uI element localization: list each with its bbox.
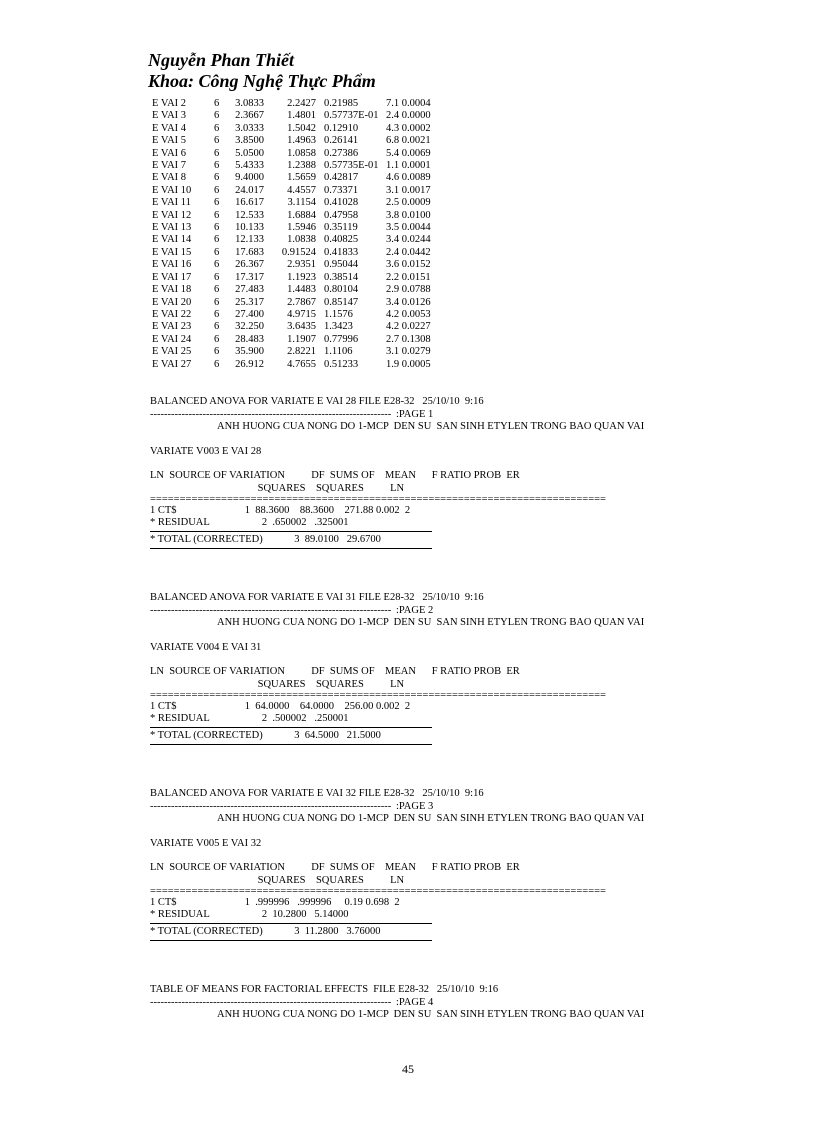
stats-row [152, 321, 431, 333]
stats-cell: 0.21985 [324, 98, 359, 109]
stats-cell: 12.533 [235, 209, 264, 221]
stats-row [152, 284, 431, 296]
stats-cell: 4.2 0.0053 [386, 308, 431, 320]
stats-cell: 10.133 [235, 222, 264, 234]
stats-cell: 3.4 0.0244 [386, 234, 431, 246]
variate-label: VARIATE V005 E VAI 32 [150, 837, 262, 849]
stats-cell: E VAI 20 [152, 296, 192, 308]
stats-cell: 12.133 [235, 234, 264, 246]
stats-cell: 1.2388 [287, 160, 316, 172]
stats-cell: 3.1 0.0017 [386, 184, 431, 196]
stats-cell: 6 [214, 122, 220, 134]
stats-cell: 0.80104 [324, 284, 359, 296]
stats-cell: E VAI 7 [152, 160, 187, 172]
stats-cell: 6 [214, 259, 220, 271]
stats-cell: 3.1 0.0279 [386, 346, 431, 358]
stats-cell: 6 [214, 284, 220, 296]
stats-cell: 6 [214, 209, 220, 221]
dash-rule: --------------------------------------------------------------------- [150, 408, 392, 420]
stats-cell: E VAI 11 [152, 197, 191, 209]
anova-subtitle: ANH HUONG CUA NONG DO 1-MCP DEN SU SAN SINH ETYLEN TRONG BAO QUAN VAI [217, 617, 645, 628]
page-marker-line [150, 801, 670, 814]
anova-row-total: * TOTAL (CORRECTED) 3 89.0100 29.6700 [150, 534, 381, 545]
stats-cell: 1.1 0.0001 [386, 160, 431, 172]
stats-cell: 1.1106 [324, 346, 353, 358]
page-label: :PAGE 1 [396, 408, 434, 420]
rule [150, 940, 432, 941]
stats-cell: E VAI 24 [152, 333, 192, 345]
stats-cell: 2.7 0.1308 [386, 333, 431, 345]
stats-cell: 0.57737E-01 [324, 110, 379, 122]
stats-row [152, 346, 431, 358]
anova-header-row-2: SQUARES SQUARES LN [150, 874, 405, 886]
stats-cell: 0.91524 [281, 246, 316, 258]
stats-cell: 0.77996 [324, 333, 359, 345]
stats-cell: 6.8 0.0021 [386, 135, 431, 147]
stats-cell: E VAI 25 [152, 346, 192, 358]
page-marker-line [150, 409, 670, 422]
stats-cell: 9.4000 [235, 172, 264, 184]
anova-row-ct: 1 CT$ 1 64.0000 64.0000 256.00 0.002 2 [150, 701, 411, 712]
rule [150, 923, 432, 924]
stats-cell: 2.9 0.0788 [386, 284, 431, 296]
stats-row [152, 98, 431, 110]
author-name: Nguyễn Phan Thiết [148, 50, 295, 70]
means-title: TABLE OF MEANS FOR FACTORIAL EFFECTS FILE E28-32 25/10/10 9:16 [150, 984, 499, 995]
means-subtitle: ANH HUONG CUA NONG DO 1-MCP DEN SU SAN SINH ETYLEN TRONG BAO QUAN VAI [217, 1009, 645, 1020]
page-marker-line [150, 605, 670, 618]
anova-row-ct: 1 CT$ 1 88.3600 88.3600 271.88 0.002 2 [150, 505, 411, 516]
stats-cell: 0.51233 [324, 358, 359, 370]
stats-cell: 27.400 [235, 308, 264, 320]
anova-row-residual: * RESIDUAL 2 10.2800 5.14000 [150, 909, 349, 920]
page-label: :PAGE 3 [396, 800, 434, 812]
stats-cell: E VAI 3 [152, 110, 187, 122]
stats-cell: 26.367 [235, 259, 264, 271]
dash-rule: --------------------------------------------------------------------- [150, 604, 392, 616]
stats-row [152, 160, 431, 172]
dash-rule: --------------------------------------------------------------------- [150, 800, 392, 812]
stats-row [152, 135, 431, 147]
stats-cell: 0.26141 [324, 135, 359, 147]
stats-cell: 2.4 0.0442 [386, 246, 431, 258]
stats-cell: 6 [214, 296, 220, 308]
anova-header-row-1: LN SOURCE OF VARIATION DF SUMS OF MEAN F RATIO PROB ER [150, 862, 520, 873]
stats-cell: E VAI 2 [152, 98, 187, 109]
stats-row [152, 247, 431, 259]
anova-header-row-1: LN SOURCE OF VARIATION DF SUMS OF MEAN F RATIO PROB ER [150, 666, 520, 677]
stats-cell: 6 [214, 271, 220, 283]
double-rule: ============================================================================= [150, 495, 606, 505]
stats-cell: E VAI 6 [152, 147, 187, 159]
anova-subtitle: ANH HUONG CUA NONG DO 1-MCP DEN SU SAN SINH ETYLEN TRONG BAO QUAN VAI [217, 813, 645, 824]
stats-cell: 6 [214, 346, 220, 358]
stats-cell: 28.483 [235, 333, 264, 345]
stats-cell: E VAI 10 [152, 184, 192, 196]
stats-cell: E VAI 23 [152, 321, 192, 333]
stats-row [152, 234, 431, 246]
stats-cell: 1.5659 [287, 172, 316, 184]
stats-cell: 0.85147 [324, 296, 359, 308]
dash-rule: --------------------------------------------------------------------- [150, 996, 392, 1008]
stats-cell: 1.1576 [324, 308, 353, 320]
anova-header-row-1: LN SOURCE OF VARIATION DF SUMS OF MEAN F RATIO PROB ER [150, 470, 520, 481]
stats-cell: 26.912 [235, 358, 264, 370]
stats-cell: 2.7867 [287, 296, 316, 308]
stats-cell: 0.95044 [324, 259, 359, 271]
stats-cell: 2.3667 [235, 110, 264, 122]
stats-cell: 1.1907 [287, 333, 316, 345]
anova-row-total: * TOTAL (CORRECTED) 3 64.5000 21.5000 [150, 730, 381, 741]
stats-cell: 1.5042 [287, 122, 316, 134]
variate-label: VARIATE V004 E VAI 31 [150, 641, 262, 653]
stats-cell: E VAI 4 [152, 122, 187, 134]
stats-cell: 3.0833 [235, 98, 264, 109]
stats-cell: 0.47958 [324, 209, 359, 221]
anova-title: BALANCED ANOVA FOR VARIATE E VAI 28 FILE E28-32 25/10/10 9:16 [150, 396, 484, 407]
anova-title: BALANCED ANOVA FOR VARIATE E VAI 32 FILE E28-32 25/10/10 9:16 [150, 788, 484, 799]
stats-row [152, 297, 431, 309]
stats-row [152, 172, 431, 184]
stats-cell: E VAI 5 [152, 135, 187, 147]
stats-row [152, 185, 431, 197]
stats-cell: 2.2427 [287, 98, 316, 109]
stats-cell: 3.5 0.0044 [386, 222, 431, 234]
stats-cell: 3.1154 [287, 197, 316, 209]
stats-row [152, 272, 431, 284]
stats-cell: 1.0858 [287, 147, 316, 159]
stats-cell: 6 [214, 234, 220, 246]
stats-cell: 0.41833 [324, 246, 359, 258]
stats-cell: 2.2 0.0151 [386, 271, 431, 283]
stats-row [152, 210, 431, 222]
stats-cell: 0.35119 [324, 222, 358, 234]
stats-cell: E VAI 16 [152, 259, 192, 271]
stats-cell: 6 [214, 135, 220, 147]
stats-cell: 4.9715 [287, 308, 316, 320]
stats-cell: 16.617 [235, 197, 264, 209]
stats-cell: E VAI 17 [152, 271, 192, 283]
stats-cell: 1.3423 [324, 321, 353, 333]
stats-cell: 2.5 0.0009 [386, 197, 431, 209]
stats-cell: E VAI 27 [152, 358, 192, 370]
page-number: 45 [402, 1062, 414, 1076]
stats-cell: 17.683 [235, 246, 264, 258]
stats-row [152, 123, 431, 135]
document-header [148, 50, 376, 92]
variate-label: VARIATE V003 E VAI 28 [150, 445, 262, 457]
stats-row [152, 334, 431, 346]
stats-cell: E VAI 15 [152, 246, 192, 258]
stats-table-body [152, 98, 431, 371]
rule [150, 548, 432, 549]
faculty-name: Khoa: Công Nghệ Thực Phẩm [148, 71, 376, 91]
stats-cell: 6 [214, 98, 220, 109]
stats-cell: 5.0500 [235, 147, 264, 159]
anova-section-2 [150, 592, 670, 747]
double-rule: ============================================================================= [150, 887, 606, 897]
stats-cell: 1.6884 [287, 209, 316, 221]
anova-header-row-2: SQUARES SQUARES LN [150, 678, 405, 690]
stats-cell: 6 [214, 172, 220, 184]
stats-cell: 1.1923 [287, 271, 316, 283]
stats-cell: 5.4 0.0069 [386, 147, 431, 159]
stats-cell: 2.8221 [287, 346, 316, 358]
stats-cell: 35.900 [235, 346, 264, 358]
page-label: :PAGE 2 [396, 604, 434, 616]
stats-cell: 3.8 0.0100 [386, 209, 431, 221]
stats-cell: 6 [214, 197, 220, 209]
stats-cell: E VAI 8 [152, 172, 187, 184]
stats-cell: 2.4 0.0000 [386, 110, 431, 122]
stats-cell: 0.42817 [324, 172, 359, 184]
stats-cell: 4.6 0.0089 [386, 172, 431, 184]
stats-cell: 1.4801 [287, 110, 316, 122]
stats-cell: 0.57735E-01 [324, 160, 379, 172]
anova-row-residual: * RESIDUAL 2 .650002 .325001 [150, 517, 349, 528]
means-section [150, 984, 670, 1022]
stats-cell: 0.12910 [324, 122, 359, 134]
anova-row-total: * TOTAL (CORRECTED) 3 11.2800 3.76000 [150, 926, 381, 937]
stats-cell: 6 [214, 333, 220, 345]
stats-row [152, 359, 431, 371]
stats-row [152, 309, 431, 321]
stats-cell: 32.250 [235, 321, 264, 333]
anova-section-3 [150, 788, 670, 943]
stats-cell: 4.2 0.0227 [386, 321, 431, 333]
stats-cell: 5.4333 [235, 160, 264, 172]
stats-cell: 6 [214, 160, 220, 172]
stats-cell: E VAI 22 [152, 308, 192, 320]
stats-cell: 1.4483 [287, 284, 316, 296]
stats-cell: E VAI 14 [152, 234, 192, 246]
stats-cell: 4.4557 [287, 184, 316, 196]
stats-cell: 1.0838 [287, 234, 316, 246]
stats-row [152, 110, 431, 122]
stats-cell: 6 [214, 308, 220, 320]
stats-row [152, 222, 431, 234]
anova-section-1 [150, 396, 670, 551]
stats-cell: 6 [214, 184, 220, 196]
stats-cell: 0.40825 [324, 234, 359, 246]
page-label: :PAGE 4 [396, 996, 434, 1008]
stats-cell: 4.3 0.0002 [386, 122, 431, 134]
rule [150, 744, 432, 745]
stats-cell: 3.4 0.0126 [386, 296, 431, 308]
stats-cell: E VAI 18 [152, 284, 192, 296]
stats-cell: 6 [214, 246, 220, 258]
anova-row-residual: * RESIDUAL 2 .500002 .250001 [150, 713, 349, 724]
stats-cell: 25.317 [235, 296, 264, 308]
stats-cell: 6 [214, 147, 220, 159]
stats-row [152, 259, 431, 271]
stats-cell: E VAI 12 [152, 209, 192, 221]
stats-cell: 6 [214, 222, 220, 234]
stats-cell: 17.317 [235, 271, 264, 283]
stats-table [152, 98, 431, 371]
stats-cell: 0.41028 [324, 197, 359, 209]
stats-cell: 1.9 0.0005 [386, 358, 431, 370]
stats-row [152, 197, 431, 209]
rule [150, 727, 432, 728]
stats-cell: 4.7655 [287, 358, 316, 370]
stats-cell: 3.6435 [287, 321, 316, 333]
stats-cell: 6 [214, 358, 220, 370]
stats-cell: 1.5946 [287, 222, 316, 234]
stats-cell: 0.27386 [324, 147, 359, 159]
stats-cell: 6 [214, 110, 220, 122]
stats-row [152, 148, 431, 160]
stats-cell: 7.1 0.0004 [386, 98, 431, 109]
anova-title: BALANCED ANOVA FOR VARIATE E VAI 31 FILE E28-32 25/10/10 9:16 [150, 592, 484, 603]
stats-cell: 1.4963 [287, 135, 316, 147]
stats-cell: 2.9351 [287, 259, 316, 271]
stats-cell: 0.73371 [324, 184, 359, 196]
stats-cell: 3.8500 [235, 135, 264, 147]
rule [150, 531, 432, 532]
anova-row-ct: 1 CT$ 1 .999996 .999996 0.19 0.698 2 [150, 897, 400, 908]
stats-cell: 24.017 [235, 184, 264, 196]
anova-header-row-2: SQUARES SQUARES LN [150, 482, 405, 494]
stats-cell: 27.483 [235, 284, 264, 296]
stats-cell: 6 [214, 321, 220, 333]
anova-subtitle: ANH HUONG CUA NONG DO 1-MCP DEN SU SAN SINH ETYLEN TRONG BAO QUAN VAI [217, 421, 645, 432]
stats-cell: 3.6 0.0152 [386, 259, 431, 271]
page-marker-line [150, 997, 670, 1010]
stats-cell: E VAI 13 [152, 222, 192, 234]
stats-cell: 0.38514 [324, 271, 359, 283]
double-rule: ============================================================================= [150, 691, 606, 701]
stats-cell: 3.0333 [235, 122, 264, 134]
